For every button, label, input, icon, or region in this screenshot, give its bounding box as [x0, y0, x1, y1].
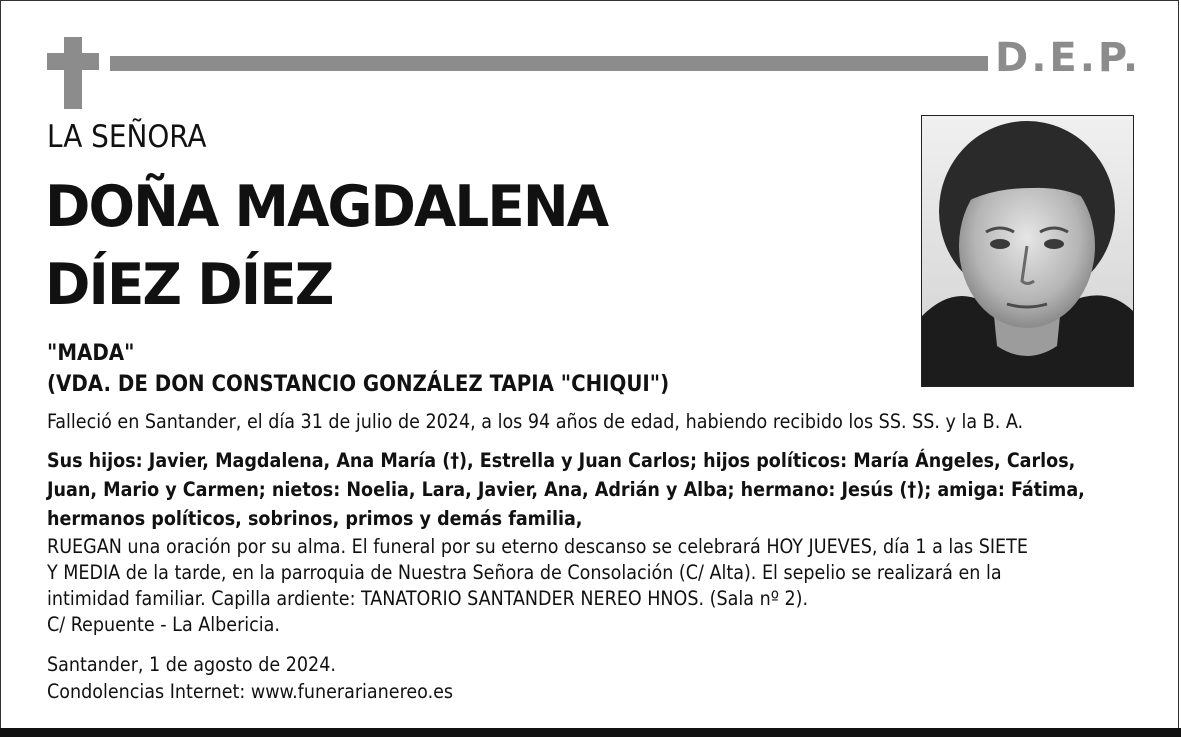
family-line: Juan, Mario y Carmen; nietos: Noelia, Lara, Javier, Ana, Adrián y Alba; hermano: Jesús (†); amiga: Fátima, — [47, 478, 1085, 501]
bottom-bar — [0, 728, 1181, 737]
cross-icon — [47, 37, 99, 109]
funeral-line: C/ Repuente - La Albericia. — [47, 613, 280, 636]
funeral-line: Y MEDIA de la tarde, en la parroquia de Nuestra Señora de Consolación (C/ Alta). El sepelio se realizará en la — [47, 561, 1002, 584]
deceased-name-line2: DÍEZ DÍEZ — [45, 252, 333, 318]
family-list — [47, 446, 1137, 533]
condolences-link[interactable]: Condolencias Internet: www.funerarianereo.es — [47, 680, 454, 703]
death-notice: Falleció en Santander, el día 31 de julio de 2024, a los 94 años de edad, habiendo recibido los SS. SS. y la B. A. — [47, 410, 1024, 433]
place-date: Santander, 1 de agosto de 2024. — [47, 653, 336, 676]
funeral-line: RUEGAN una oración por su alma. El funeral por su eterno descanso se celebrará HOY JUEVES, día 1 a las SIETE — [47, 535, 1028, 558]
funeral-details — [47, 534, 1142, 638]
family-line: Sus hijos: Javier, Magdalena, Ana María (†), Estrella y Juan Carlos; hijos políticos: María Ángeles, Carlos, — [47, 449, 1076, 472]
dep-heading: D.E.P. — [995, 35, 1142, 81]
deceased-alias: "MADA" — [47, 341, 135, 366]
honorific-prefix: LA SEÑORA — [47, 119, 207, 155]
deceased-name — [45, 168, 607, 324]
header-rule — [110, 56, 988, 71]
funeral-line: intimidad familiar. Capilla ardiente: TANATORIO SANTANDER NEREO HNOS. (Sala nº 2). — [47, 587, 809, 610]
family-line: hermanos políticos, sobrinos, primos y demás familia, — [47, 507, 583, 530]
portrait-photo — [921, 115, 1134, 387]
widow-of: (VDA. DE DON CONSTANCIO GONZÁLEZ TAPIA "CHIQUI") — [47, 372, 670, 397]
deceased-name-line1: DOÑA MAGDALENA — [45, 174, 608, 240]
